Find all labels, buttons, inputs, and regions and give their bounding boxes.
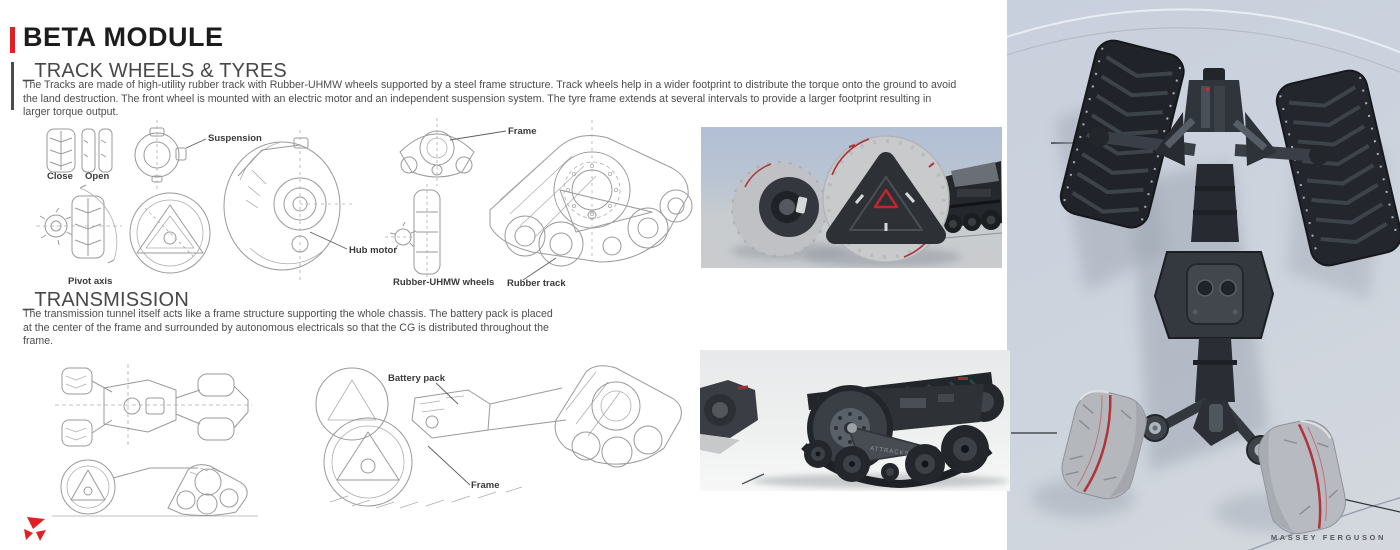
massey-ferguson-logo	[22, 514, 50, 544]
label-suspension: Suspension	[208, 133, 262, 144]
label-pivot-axis: Pivot axis	[68, 276, 113, 287]
label-frame-track: Frame	[508, 126, 537, 137]
section-heading-transmission: _TRANSMISSION	[23, 289, 189, 311]
wheel-render-art	[701, 127, 1002, 268]
label-close: Close	[47, 171, 73, 182]
label-hub-motor: Hub motor	[349, 245, 398, 256]
label-frame-chassis: Frame	[471, 480, 500, 491]
label-uhmw-wheels: Rubber-UHMW wheels	[393, 277, 495, 288]
section-body-transmission: The transmission tunnel itself acts like a frame structure supporting the whole chassis. The battery pack is placed at the center of the frame and surrounded by autonomous electricals so that the CG is distributed throughout the frame.	[23, 308, 553, 347]
section-heading-track-wheels: _TRACK WHEELS & TYRES	[23, 60, 287, 82]
track-module-render-art	[700, 350, 1010, 491]
render-photo-track-module	[700, 350, 1010, 491]
render-photo-wheels	[701, 127, 1002, 268]
section-body-track-wheels: The Tracks are made of high-utility rubber track with Rubber-UHMW wheels supported by a steel frame structure. Track wheels help in a wider footprint to distribute the torque onto the ground to avoid the land destruction. The front wheel is mounted with an electric motor and an independent suspension system. The tyre frame extends at several intervals to provide a larger footprint resulting in larger torque output.	[23, 79, 957, 118]
top-view-render-art	[1007, 0, 1400, 550]
label-rubber-track: Rubber track	[507, 278, 566, 289]
track-module-badge: ATTRACKS	[869, 446, 910, 458]
label-open: Open	[85, 171, 110, 182]
brand-text: MASSEY FERGUSON	[1270, 533, 1386, 542]
render-top-view	[1007, 0, 1400, 550]
label-battery-pack: Battery pack	[388, 373, 446, 384]
page-title: BETA MODULE	[23, 22, 224, 52]
